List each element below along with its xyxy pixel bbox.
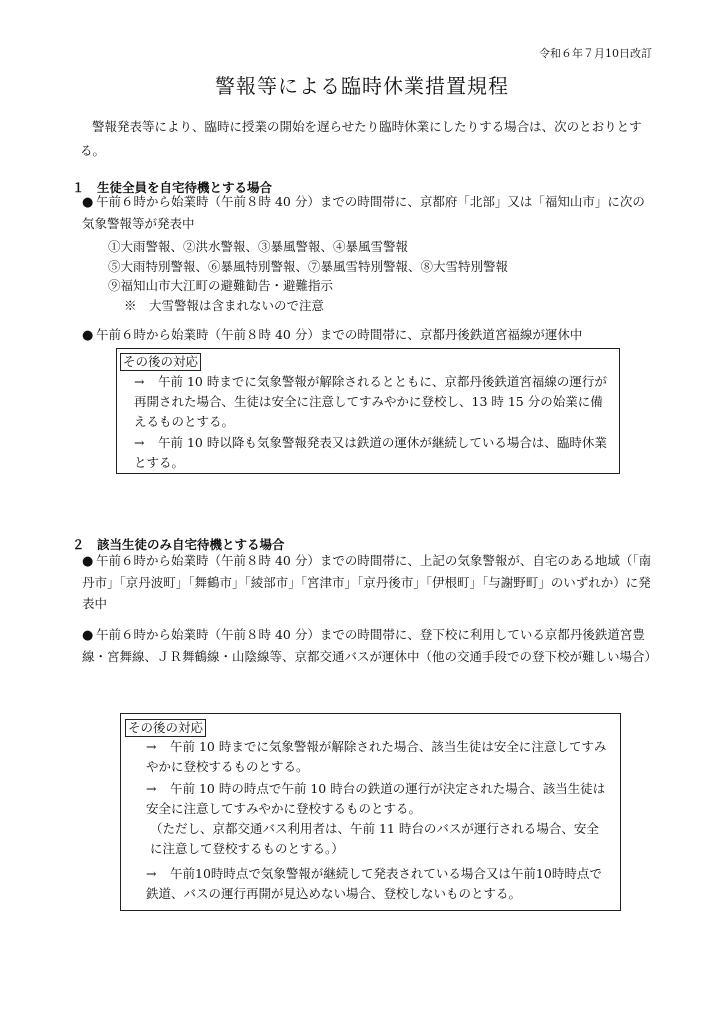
section2-heading: ２ 該当生徒のみ自宅待機とする場合: [72, 537, 285, 552]
warnings-line-2: ⑤大雨特別警報、⑥暴風特別警報、⑦暴風雪特別警報、⑧大雪特別警報: [108, 259, 509, 274]
section1-box-item2: [134, 433, 612, 473]
section2-box-item2: [146, 779, 608, 819]
document-title: 警報等による臨時休業措置規程: [215, 74, 509, 98]
section1-heading: １ 生徒全員を自宅待機とする場合: [72, 180, 273, 195]
bullet-icon: ●: [82, 195, 94, 210]
section1-bullet2-text: 午前６時から始業時（午前８時 40 分）までの時間帯に、京都丹後鉄道宮福線が運休中: [96, 327, 583, 342]
arrow-icon: →: [134, 374, 145, 389]
note-mark: ※: [124, 298, 137, 313]
revision-date: 令和６年７月10日改訂: [539, 47, 652, 60]
section2-box-item2-note: （ただし、京都交通バス利用者は、午前 11 時台のバスが運行される場合、安全に注意して登校するものとする。）: [150, 821, 599, 856]
section1-bullet2: [82, 325, 582, 343]
section2-box-label: その後の対応: [125, 719, 206, 737]
arrow-icon: →: [146, 739, 157, 754]
section2-box-item1-text: 午前 10 時までに気象警報が解除された場合、該当生徒は安全に注意してすみやかに登校するものとする。: [146, 739, 607, 774]
section2-bullet2-text: 午前６時から始業時（午前８時 40 分）までの時間帯に、登下校に利用している京都丹後鉄道宮豊線・宮舞線、ＪＲ舞鶴線・山陰線等、京都交通バスが運休中（他の交通手段での登下校が難しい場合）: [82, 627, 658, 664]
section2-box-item3-text: 午前10時時点で気象警報が継続して発表されている場合又は午前10時時点で鉄道、バスの運行再開が見込めない場合、登校しないものとする。: [146, 866, 602, 901]
section1-box-item1: [134, 372, 612, 432]
bullet-icon: ●: [82, 554, 94, 569]
arrow-icon: →: [146, 866, 157, 881]
note-text: 大雪警報は含まれないので注意: [149, 298, 325, 313]
section2-bullet1-text: 午前６時から始業時（午前８時 40 分）までの時間帯に、上記の気象警報が、自宅のある地域（「南丹市」「京丹波町」「舞鶴市」「綾部市」「宮津市」「京丹後市」「伊根町」「与謝野町」のいずれか）に発表中: [82, 553, 652, 611]
section2-box-item1: [146, 737, 608, 777]
section2-box-item3: [146, 864, 608, 904]
section1-box-item2-text: 午前 10 時以降も気象警報発表又は鉄道の運休が継続している場合は、臨時休業とする。: [134, 435, 607, 470]
warnings-line-3: ⑨福知山市大江町の避難勧告・避難指示: [108, 278, 334, 293]
section1-note: [124, 296, 324, 314]
section1-bullet1-text: 午前６時から始業時（午前８時 40 分）までの時間帯に、京都府「北部」又は「福知山市」に次の気象警報等が発表中: [82, 194, 645, 231]
section2-bullet1: [82, 550, 657, 614]
arrow-icon: →: [134, 435, 145, 450]
arrow-icon: →: [146, 781, 157, 796]
warnings-line-1: ①大雨警報、②洪水警報、③暴風警報、④暴風雪警報: [108, 239, 409, 254]
section2-box-item2-text: 午前 10 時の時点で午前 10 時台の鉄道の運行が決定された場合、該当生徒は安全に注意してすみやかに登校するものとする。: [146, 781, 606, 816]
section2-bullet2: [82, 624, 657, 667]
section1-box-item1-text: 午前 10 時までに気象警報が解除されるとともに、京都丹後鉄道宮福線の運行が再開された場合、生徒は安全に注意してすみやかに登校し、13 時 15 分の始業に備えるものとする。: [134, 374, 607, 429]
bullet-icon: ●: [82, 628, 94, 643]
intro-paragraph: 警報発表等により、臨時に授業の開始を遅らせたり臨時休業にしたりする場合は、次のとおりとする。: [80, 119, 642, 158]
bullet-icon: ●: [82, 328, 94, 343]
section1-box-label: その後の対応: [120, 353, 201, 371]
section1-bullet1: [82, 191, 657, 234]
